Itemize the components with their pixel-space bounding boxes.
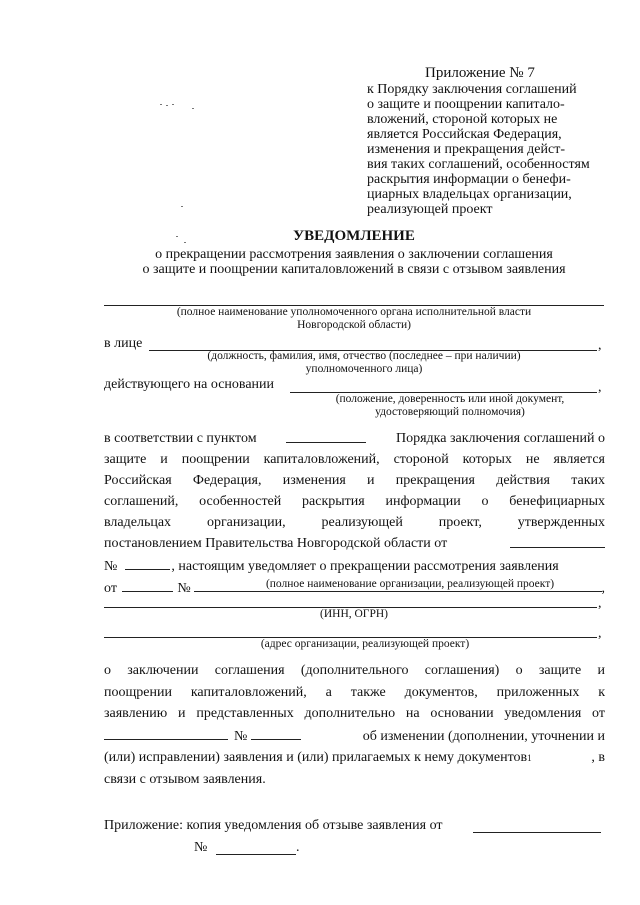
reference-line: изменения и прекращения дейст- (367, 142, 565, 157)
scan-speck (166, 105, 168, 106)
para1-line (104, 555, 605, 577)
para1-line: владельцах организации, реализующей проект, утвержденных (104, 515, 605, 531)
scan-speck (160, 104, 162, 105)
comma: , (601, 580, 605, 596)
period-mark: . (296, 840, 300, 855)
para1-line: защите и поощрении капиталовложений, стороной которых не является (104, 452, 605, 468)
resolution-number-field[interactable] (125, 555, 170, 570)
text-run: от (104, 580, 117, 596)
notice-date-field[interactable] (104, 725, 228, 740)
scan-speck (181, 206, 183, 207)
text-run: № (234, 728, 248, 744)
reference-line: вложений, стороной которых не (367, 112, 558, 127)
text-run: об изменении (дополнении, уточнении и (362, 728, 605, 744)
para2-line: связи с отзывом заявления. (104, 771, 266, 787)
paragraph-2 (104, 660, 605, 790)
reference-line: реализующей проект (367, 202, 493, 217)
text-run: № (104, 558, 118, 574)
caption-line: (должность, фамилия, имя, отчество (последнее – при наличии) (207, 350, 521, 362)
scan-speck (192, 108, 194, 109)
reference-line: циарных владельцах организации, (367, 187, 572, 202)
reference-line: о защите и поощрении капитало- (367, 97, 565, 112)
appendix-number: Приложение № 7 (425, 65, 535, 81)
para2-line: о заключении соглашения (дополнительного соглашения) о защите и (104, 663, 605, 678)
reference-line: раскрытия информации о бенефи- (367, 172, 571, 187)
text-run: Порядка заключения соглашений о (395, 431, 605, 446)
caption-line: (полное наименование уполномоченного органа исполнительной власти (176, 306, 532, 318)
comma: , (598, 596, 602, 611)
reference-line: к Порядку заключения соглашений (367, 82, 577, 97)
person-caption (149, 350, 579, 376)
para2-line (104, 725, 605, 748)
acting-basis-label: действующего на основании (104, 377, 275, 392)
org-caption: (полное наименование организации, реализующей проект) (265, 578, 555, 590)
document-subtitle (0, 247, 640, 277)
inn-caption: (ИНН, ОГРН) (320, 608, 388, 620)
para1-line: Российская Федерация, изменения и прекращения действия таких (104, 473, 605, 489)
text-run: (или) исправлении) заявления и (или) прилагаемых к нему документов (104, 750, 528, 765)
scan-speck (172, 104, 174, 105)
text-run: , настоящим уведомляет о прекращении рассмотрения заявления (171, 558, 559, 574)
text-run: в соответствии с пунктом (104, 431, 257, 446)
subtitle-line: о защите и поощрении капиталовложений в связи с отзывом заявления (142, 262, 566, 277)
basis-caption (300, 393, 600, 419)
notice-number-field[interactable] (251, 725, 301, 740)
para2-line: заявлению и представленных дополнительно на основании уведомления от (104, 706, 605, 721)
para1-line: соглашений, особенностей раскрытия информации о бенефициарных (104, 494, 605, 510)
in-person-label: в лице (104, 336, 143, 351)
caption-line: уполномоченного лица) (305, 363, 423, 375)
authority-caption (104, 306, 604, 332)
comma: , (598, 338, 602, 353)
comma: , (598, 626, 602, 641)
resolution-date-field[interactable] (510, 533, 605, 548)
paragraph-1 (104, 428, 605, 599)
reference-line: вия таких соглашений, особенностям (367, 157, 590, 172)
clause-number-field[interactable] (286, 428, 366, 443)
para2-line: поощрении капиталовложений, а также документов, приложенных к (104, 684, 605, 700)
appendix-reference (367, 82, 617, 217)
document-title: УВЕДОМЛЕНИЕ (293, 228, 415, 244)
text-run: , в (591, 750, 605, 765)
attachment-label: Приложение: копия уведомления об отзыве заявления от (104, 818, 443, 833)
reference-line: является Российская Федерация, (367, 127, 562, 142)
attachment-date-field[interactable] (473, 832, 601, 833)
comma: , (598, 380, 602, 395)
text-run: № (177, 580, 191, 596)
attachment-number-label: № (194, 840, 208, 855)
text-run: постановлением Правительства Новгородской области от (104, 536, 448, 552)
caption-line: (положение, доверенность или иной документ, (335, 393, 565, 405)
address-caption: (адрес организации, реализующей проект) (260, 638, 470, 650)
subtitle-line: о прекращении рассмотрения заявления о заключении соглашения (155, 247, 553, 262)
para2-line: (или) исправлении) заявления и (или) прилагаемых к нему документов 1 , в (104, 747, 605, 769)
caption-line: Новгородской области) (297, 319, 411, 331)
application-date-field[interactable] (122, 577, 173, 592)
para1-line (104, 533, 605, 554)
attachment-number-field[interactable] (216, 854, 296, 855)
caption-line: удостоверяющий полномочия) (375, 406, 525, 418)
para1-line (104, 428, 605, 449)
